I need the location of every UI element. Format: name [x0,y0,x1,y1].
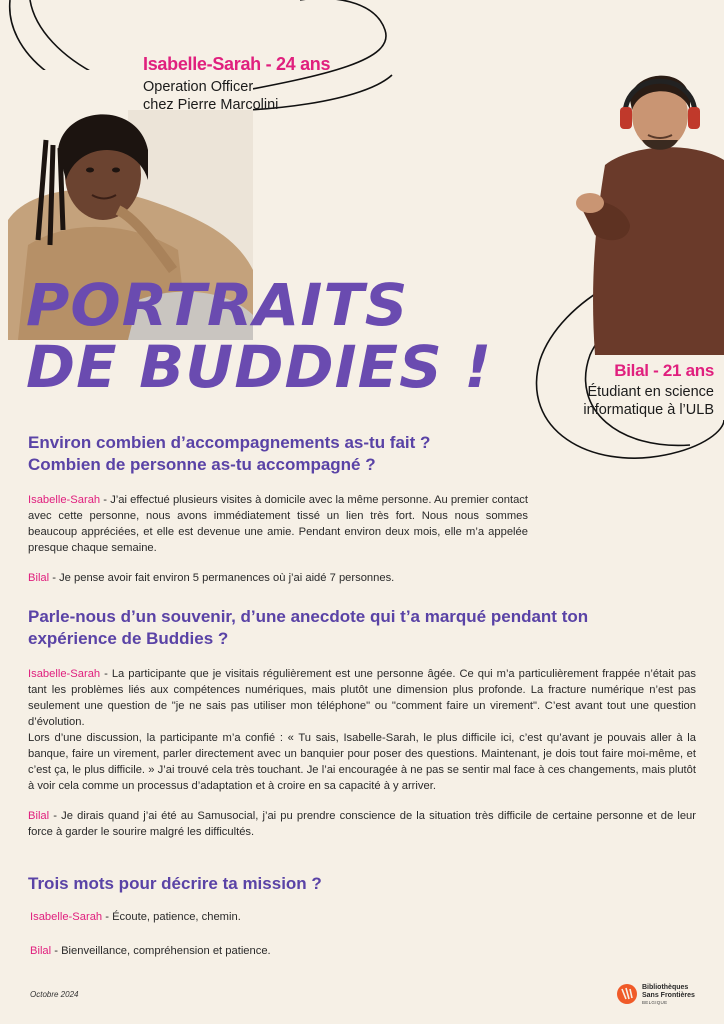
section-2-question-line2: expérience de Buddies ? [28,629,229,648]
answer-isabelle-sarah-1 [28,492,528,556]
logo-line3: BELGIQUE [642,999,668,1005]
answer-author: Bilal [28,572,50,584]
bilal-role-line1: Étudiant en science [587,384,714,400]
bilal-caption [583,360,714,419]
answer-text: - Je dirais quand j’ai été au Samusocial, j’ai pu prendre conscience de la situation très difficile de certaine personne et de leur force à garder le sourire malgré les difficultés. [28,810,696,838]
section-2 [28,606,696,840]
page-title [26,271,493,401]
answer-text: - Je pense avoir fait environ 5 permanences où j’ai aidé 7 personnes. [49,572,395,584]
bilal-role-line2: informatique à l’ULB [583,402,714,418]
section-1-question-line1: Environ combien d’accompagnements as-tu fait ? [28,433,431,452]
title-line1: PORTRAITS [26,271,409,339]
answer-author: Isabelle-Sarah [28,494,101,506]
answer-text: - Écoute, patience, chemin. [102,911,241,923]
answer-author: Isabelle-Sarah [28,668,101,680]
section-3-question: Trois mots pour décrire ta mission ? [28,874,322,893]
section-3 [28,873,696,959]
answer-bilal-1 [28,570,528,586]
footer-date: Octobre 2024 [30,990,79,999]
answer-text: - La participante que je visitais régulièrement est une personne âgée. Ce qui m’a particulièrement frappée n’était pas tant les problèmes liés aux compétences numériques, mais plutôt une dimension plus profonde. La fracture numérique n’est pas seulement une question de "je ne sais pas utiliser mon téléphone" ou "comment faire un virement". C’est avant tout une question d’évolution. [28,668,696,728]
bsf-logo-icon [616,983,638,1005]
answer-bilal-3 [30,943,696,959]
answer-author: Bilal [28,810,50,822]
logo-line2: Sans Frontières [642,991,695,999]
section-1-question-line2: Combien de personne as-tu accompagné ? [28,455,376,474]
bilal-name: Bilal - 21 ans [614,361,714,380]
answer-text: - J’ai effectué plusieurs visites à domicile avec la même personne. Au premier contact avec cette personne, nous avons immédiatement tissé un lien très fort. Nous nous sommes beaucoup appréciées, et elle est devenue une amie. Pendant environ deux mois, elle m’a appelée presque chaque semaine. [28,494,528,554]
title-line2: DE BUDDIES ! [26,333,493,401]
bilal-photo [570,55,724,355]
bsf-logo [616,983,695,1005]
section-2-question-line1: Parle-nous d’un souvenir, d’une anecdote qui t’a marqué pendant ton [28,607,589,626]
logo-line1: Bibliothèques [642,983,689,991]
answer-author: Bilal [30,945,52,957]
isabelle-sarah-name: Isabelle-Sarah - 24 ans [143,54,331,74]
answer-text-continued: Lors d’une discussion, la participante m’a confié : « Tu sais, Isabelle-Sarah, le plus difficile ici, c’est qu’avant je pouvais aller à la banque, faire un virement, parler directement avec un banquier pour poser des questions. Maintenant, je dois tout faire moi-même, et c’est ça, le plus difficile. » J’ai trouvé cela très touchant. Je l’ai encouragée à ne pas se sentir mal face à ces changements, mais plutôt à voir cela comme un processus d’adaptation et à croire en sa capacité à y arriver. [28,732,696,792]
section-1 [28,432,528,586]
answer-isabelle-sarah-3 [30,909,696,925]
answer-bilal-2 [28,808,696,840]
answer-author: Isabelle-Sarah [30,911,103,923]
isabelle-sarah-role-line2: chez Pierre Marcolini [143,97,279,113]
isabelle-sarah-caption [143,53,330,114]
isabelle-sarah-role-line1: Operation Officer [143,79,254,95]
answer-isabelle-sarah-2 [28,666,696,794]
answer-text: - Bienveillance, compréhension et patience. [51,945,271,957]
